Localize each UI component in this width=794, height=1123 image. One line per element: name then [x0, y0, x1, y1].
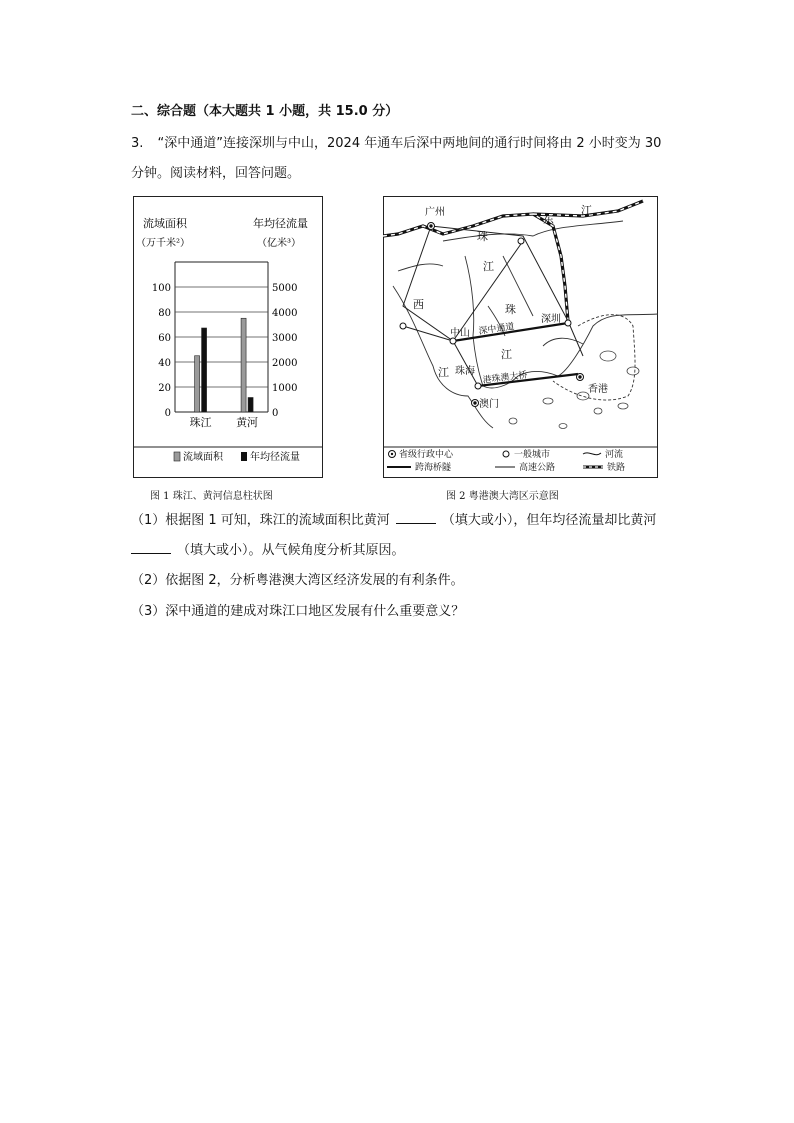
bar-runoff: [202, 328, 207, 412]
subquestion-3: （3）深中通道的建成对珠江口地区发展有什么重要意义？: [131, 604, 465, 619]
right-axis-unit: （亿米³）: [257, 238, 302, 249]
bar-area: [195, 356, 200, 412]
answer-blank-1[interactable]: [396, 511, 436, 524]
left-axis-title: 流域面积: [143, 217, 187, 230]
question-stem-text: “深中通道”连接深圳与中山，2024 年通车后深中两地间的通行时间将由 2 小时变为 30: [157, 136, 662, 151]
legend-river: 河流: [605, 450, 624, 460]
question-number: 3.: [131, 136, 144, 151]
left-axis-unit: （万千米²）: [136, 238, 191, 249]
left-tick-label: 0: [164, 408, 171, 419]
figure2-bay-area-map: [383, 196, 658, 478]
subquestion-2: （2）依据图 2，分析粤港澳大湾区经济发展的有利条件。: [131, 573, 464, 588]
answer-blank-2[interactable]: [131, 541, 171, 554]
label-shenzhong-tunnel: 深中通道: [478, 322, 516, 337]
right-tick-label: 0: [272, 408, 279, 419]
legend-label-area: 流域面积: [183, 452, 223, 463]
shenzhen-marker: [565, 320, 571, 326]
label-gangzhuao-bridge: 港珠澳大桥: [482, 370, 529, 386]
label-jiang-east: 江: [581, 204, 592, 217]
subquestion-1-part2: （填大或小），但年均径流量却比黄河: [441, 513, 657, 528]
label-xianggang: 香港: [588, 384, 608, 395]
label-jiang-west: 江: [438, 366, 449, 379]
right-tick-label: 5000: [272, 283, 298, 294]
left-tick-label: 80: [158, 308, 171, 319]
label-guangzhou: 广州: [425, 207, 445, 218]
subquestion-1-part1: （1）根据图 1 可知，珠江的流域面积比黄河: [131, 513, 390, 528]
subquestion-1-part3: （填大或小）。从气候角度分析其原因。: [177, 543, 405, 558]
label-zhu-north: 珠: [477, 230, 488, 243]
category-label: 珠江: [189, 416, 212, 429]
legend-swatch-runoff: [241, 452, 247, 461]
question-stem-line2: 分钟。阅读材料，回答问题。: [131, 166, 301, 181]
left-tick-label: 20: [158, 383, 171, 394]
label-zhu-mid: 珠: [505, 303, 516, 316]
figure2-caption: 图 2 粤港澳大湾区示意图: [446, 491, 559, 502]
label-jiang-mid: 江: [501, 348, 512, 361]
label-zhuhai: 珠海: [455, 366, 475, 377]
section-title: 二、综合题（本大题共 1 小题，共 15.0 分）: [131, 104, 399, 119]
legend-label-runoff: 年均径流量: [250, 452, 300, 463]
label-zhongshan: 中山: [450, 328, 470, 339]
legend-swatch-area: [174, 452, 180, 461]
label-dong: 东: [543, 213, 554, 226]
zhuhai-marker: [475, 383, 481, 389]
legend-highway: 高速公路: [519, 463, 556, 473]
subquestion-1-line2: [131, 541, 405, 560]
bar-runoff: [248, 398, 253, 413]
figure1-caption: 图 1 珠江、黄河信息柱状图: [150, 491, 273, 502]
right-tick-label: 3000: [272, 333, 298, 344]
label-shenzhen: 深圳: [541, 314, 561, 325]
bar-area: [241, 318, 246, 412]
legend-bridge: 跨海桥隧: [415, 463, 452, 473]
figure1-bar-chart: [133, 196, 323, 478]
label-aomen: 澳门: [479, 399, 499, 410]
right-axis-title: 年均径流量: [253, 217, 308, 230]
right-tick-label: 4000: [272, 308, 298, 319]
subquestion-1-line1: [131, 511, 656, 530]
legend-capital: 省级行政中心: [399, 450, 454, 460]
legend-city: 一般城市: [514, 450, 551, 460]
question-stem-line1: [131, 135, 661, 153]
category-label: 黄河: [236, 416, 259, 429]
legend-railway: 铁路: [607, 463, 626, 473]
right-tick-label: 1000: [272, 383, 298, 394]
label-jiang-north: 江: [483, 260, 494, 273]
label-xi: 西: [413, 298, 424, 311]
left-tick-label: 100: [151, 283, 171, 294]
left-tick-label: 40: [158, 358, 171, 369]
right-tick-label: 2000: [272, 358, 298, 369]
left-tick-label: 60: [158, 333, 171, 344]
